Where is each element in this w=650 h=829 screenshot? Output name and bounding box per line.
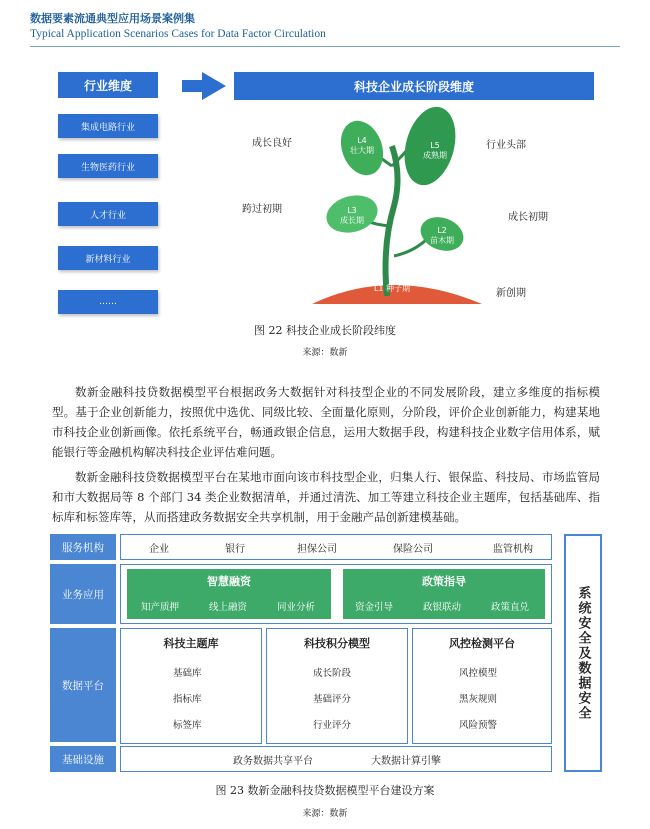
arrow-right-icon — [182, 80, 204, 92]
score-model-title: 科技积分模型 — [304, 637, 370, 650]
leaf-l5-name: 成熟期 — [423, 151, 447, 160]
service-item-bank: 银行 — [225, 544, 245, 555]
risk-platform-item-rules: 黑灰规则 — [459, 694, 498, 705]
service-item-guarantee: 担保公司 — [297, 544, 337, 555]
leaf-l2-code: L2 — [437, 226, 447, 235]
leaf-l4 — [347, 136, 377, 156]
score-model-item-basic: 基础评分 — [313, 694, 352, 705]
row-label-infra: 基础设施 — [50, 746, 116, 772]
stage-growth-initial: 成长初期 — [508, 212, 548, 223]
industry-dimension-box: 行业维度 — [58, 72, 158, 98]
score-model-item-stage: 成长阶段 — [313, 668, 352, 679]
business-row — [120, 564, 552, 624]
industry-item-ic: 集成电路行业 — [58, 114, 158, 138]
risk-platform-title: 风控检测平台 — [449, 637, 515, 650]
figure-23-caption: 图 23 数新金融科技贷数据模型平台建设方案 — [215, 784, 435, 797]
service-row — [120, 534, 552, 560]
smart-finance-box — [127, 569, 331, 619]
leaf-l3 — [337, 206, 367, 226]
infra-item-share: 政务数据共享平台 — [233, 756, 313, 767]
header-divider — [30, 46, 620, 47]
data-platform-row — [120, 624, 552, 744]
score-model-item-industry: 行业评分 — [313, 720, 352, 731]
smart-finance-item-ip: 知产质押 — [141, 602, 180, 613]
row-label-business: 业务应用 — [50, 564, 116, 624]
row-label-data-platform: 数据平台 — [50, 628, 116, 742]
industry-item-more: …… — [58, 290, 158, 314]
policy-guide-item-fund: 资金引导 — [355, 602, 394, 613]
leaf-l1: L1 种子期 — [373, 284, 411, 293]
row-label-service: 服务机构 — [50, 534, 116, 560]
policy-guide-item-link: 政银联动 — [423, 602, 462, 613]
theme-lib-title: 科技主题库 — [163, 637, 219, 650]
theme-lib-item-basic: 基础库 — [173, 668, 202, 679]
leaf-l2-name: 苗木期 — [430, 236, 454, 245]
risk-platform-item-model: 风控模型 — [459, 668, 498, 679]
figure-23 — [46, 530, 604, 775]
leaf-l2 — [427, 226, 457, 246]
leaf-l4-name: 壮大期 — [350, 146, 374, 155]
industry-item-material: 新材料行业 — [58, 246, 158, 270]
header-title-cn: 数据要素流通典型应用场景案例集 — [30, 12, 195, 25]
figure-22-caption: 图 22 科技企业成长阶段纬度 — [254, 324, 396, 337]
header-title-en: Typical Application Scenarios Cases for Data Factor Circulation — [30, 28, 326, 40]
growth-dimension-box: 科技企业成长阶段维度 — [234, 72, 594, 100]
security-side-label: 系统安全及数据安全 — [575, 585, 591, 721]
figure-22-source: 来源：数新 — [302, 348, 348, 358]
paragraph-1: 数新金融科技贷数据模型平台根据政务大数据针对科技型企业的不同发展阶段，建立多维度的指标模型。基于企业创新能力，按照优中选优、同级比较、全面量化原则，分阶段，评价企业创新能力，构建某地市科技企业创新画像。依托系统平台，畅通政银企信息，运用大数据手段，构建科技企业数字信用体系，赋能银行等金融机构解决科技企业评估难问题。 — [52, 385, 600, 459]
infra-row — [120, 746, 552, 772]
leaf-l5 — [417, 141, 453, 161]
stage-growth-good: 成长良好 — [252, 138, 292, 149]
smart-finance-item-online: 线上融资 — [209, 602, 248, 613]
policy-guide-item-direct: 政策直兑 — [491, 602, 530, 613]
arrow-right-head-icon — [202, 72, 226, 100]
smart-finance-item-peer: 同业分析 — [277, 602, 316, 613]
growth-plant-illustration — [282, 106, 502, 304]
figure-23-source: 来源：数新 — [302, 809, 348, 819]
security-side-box — [564, 534, 602, 772]
smart-finance-title: 智慧融资 — [207, 575, 251, 588]
leaf-l3-name: 成长期 — [340, 216, 364, 225]
theme-lib-item-index: 指标库 — [173, 694, 202, 705]
service-item-enterprise: 企业 — [149, 544, 169, 555]
paragraph-2: 数新金融科技贷数据模型平台在某地市面向该市科技型企业，归集人行、银保监、科技局、市场监管局和市大数据局等 8 个部门 34 类企业数据清单，并通过清洗、加工等建立科技企业主题库，包括基础库、指标库和标签库等，从而搭建政务数据安全共享机制，用于金融产品创新建模基础。 — [52, 470, 600, 524]
theme-lib-item-tag: 标签库 — [173, 720, 202, 731]
figure-22 — [52, 66, 600, 307]
service-item-regulator: 监管机构 — [493, 544, 533, 555]
service-item-insurance: 保险公司 — [393, 544, 433, 555]
theme-lib-box — [120, 628, 262, 744]
risk-platform-box — [412, 628, 552, 744]
score-model-box — [266, 628, 408, 744]
leaf-l5-code: L5 — [430, 141, 440, 150]
risk-platform-item-warning: 风险预警 — [459, 720, 498, 731]
leaf-l4-code: L4 — [357, 136, 367, 145]
industry-item-talent: 人才行业 — [58, 202, 158, 226]
stage-past-initial: 跨过初期 — [242, 204, 282, 215]
stage-startup: 新创期 — [496, 288, 526, 299]
policy-guide-box — [343, 569, 545, 619]
policy-guide-title: 政策指导 — [422, 575, 466, 588]
leaf-l3-code: L3 — [347, 206, 357, 215]
industry-item-biomed: 生物医药行业 — [58, 154, 158, 178]
infra-item-engine: 大数据计算引擎 — [371, 756, 441, 767]
stage-industry-leader: 行业头部 — [486, 140, 526, 151]
